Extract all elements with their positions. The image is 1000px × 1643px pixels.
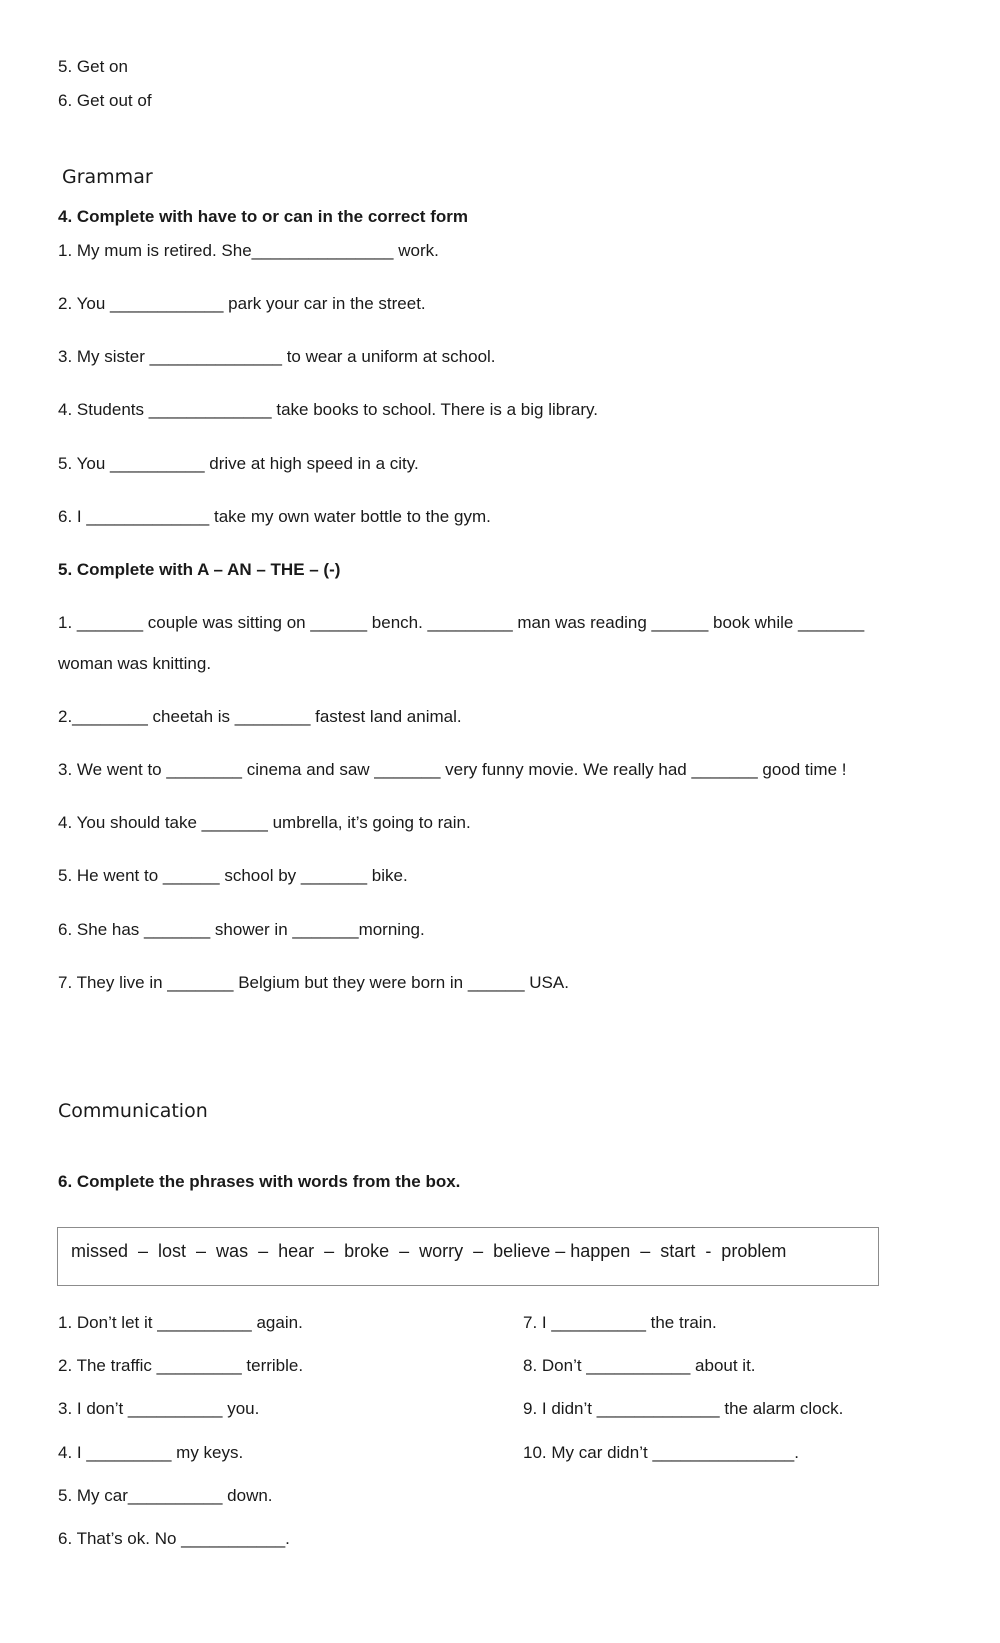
exercise-4-item: 6. I _____________ take my own water bottle to the gym. bbox=[58, 507, 491, 526]
exercise-6-item: 2. The traffic _________ terrible. bbox=[58, 1356, 304, 1375]
exercise-5-item: 3. We went to ________ cinema and saw _______ very funny movie. We really had _______ good time ! bbox=[58, 760, 847, 779]
exercise-6-item: 9. I didn’t _____________ the alarm clock. bbox=[523, 1399, 844, 1418]
exercise-4-item: 4. Students _____________ take books to school. There is a big library. bbox=[58, 400, 598, 419]
exercise-6-title: 6. Complete the phrases with words from the box. bbox=[58, 1172, 461, 1191]
exercise-4-item: 3. My sister ______________ to wear a uniform at school. bbox=[58, 347, 496, 366]
exercise-5-item: 2.________ cheetah is ________ fastest land animal. bbox=[58, 707, 462, 726]
exercise-6-item: 5. My car__________ down. bbox=[58, 1486, 273, 1505]
section-heading-grammar: Grammar bbox=[62, 166, 153, 188]
exercise-5-item-continued: woman was knitting. bbox=[58, 654, 212, 673]
section-heading-communication: Communication bbox=[58, 1100, 208, 1122]
exercise-6-item: 4. I _________ my keys. bbox=[58, 1443, 244, 1462]
exercise-6-item: 3. I don’t __________ you. bbox=[58, 1399, 260, 1418]
exercise-6-item: 10. My car didn’t _______________. bbox=[523, 1443, 799, 1462]
vocab-item-6: 6. Get out of bbox=[58, 91, 152, 110]
exercise-6-item: 8. Don’t ___________ about it. bbox=[523, 1356, 756, 1375]
exercise-5-item: 1. _______ couple was sitting on ______ bench. _________ man was reading ______ book while _______ bbox=[58, 613, 865, 632]
exercise-6-item: 1. Don’t let it __________ again. bbox=[58, 1313, 303, 1332]
exercise-4-item: 2. You ____________ park your car in the street. bbox=[58, 294, 426, 313]
exercise-5-item: 4. You should take _______ umbrella, it’s going to rain. bbox=[58, 813, 471, 832]
exercise-5-item: 5. He went to ______ school by _______ bike. bbox=[58, 866, 408, 885]
word-box-words: missed – lost – was – hear – broke – worry – believe – happen – start - problem bbox=[71, 1241, 787, 1261]
exercise-5-title: 5. Complete with A – AN – THE – (-) bbox=[58, 560, 341, 579]
word-box bbox=[57, 1227, 879, 1286]
exercise-6-item: 7. I __________ the train. bbox=[523, 1313, 717, 1332]
exercise-4-item: 5. You __________ drive at high speed in a city. bbox=[58, 454, 419, 473]
exercise-5-item: 7. They live in _______ Belgium but they were born in ______ USA. bbox=[58, 973, 569, 992]
vocab-item-5: 5. Get on bbox=[58, 57, 128, 76]
exercise-6-item: 6. That’s ok. No ___________. bbox=[58, 1529, 290, 1548]
exercise-4-title: 4. Complete with have to or can in the correct form bbox=[58, 207, 468, 226]
exercise-4-item: 1. My mum is retired. She_______________ work. bbox=[58, 241, 439, 260]
exercise-5-item: 6. She has _______ shower in _______morning. bbox=[58, 920, 425, 939]
